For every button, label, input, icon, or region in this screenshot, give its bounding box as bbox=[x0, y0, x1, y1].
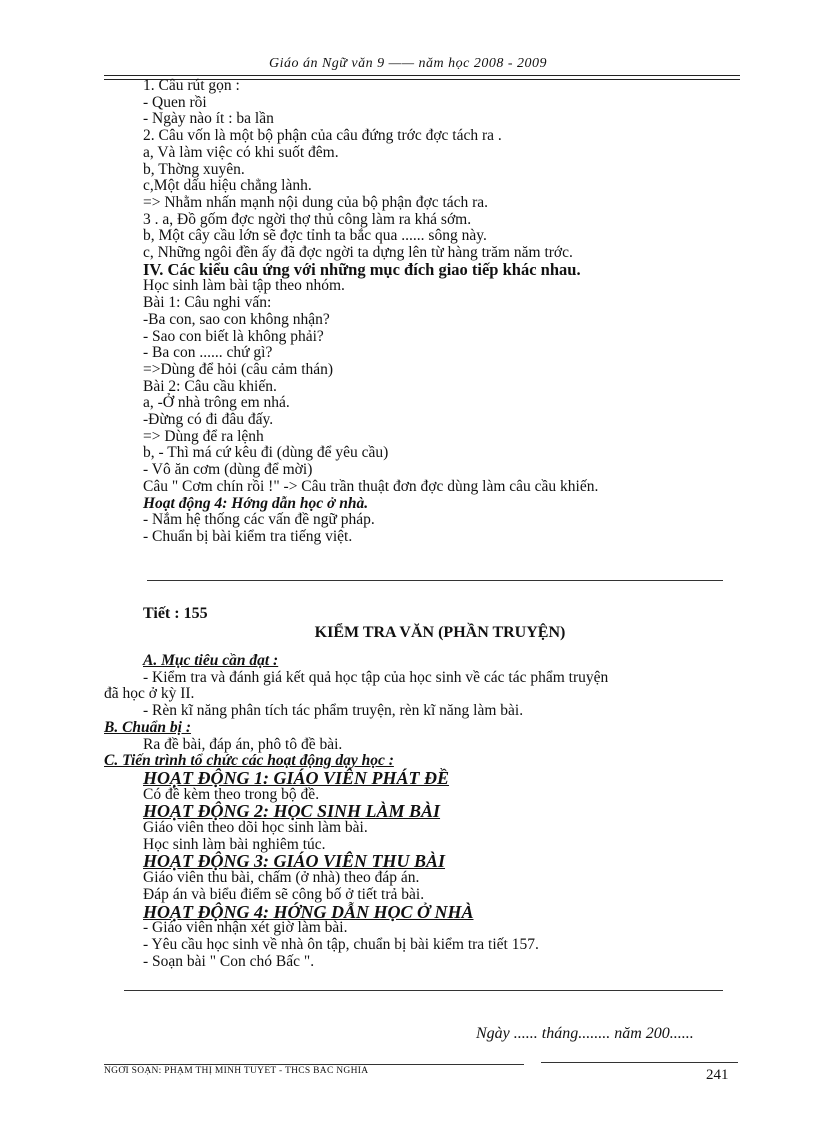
text-line: Đáp án và biểu điểm sẽ công bố ở tiết trả bài. bbox=[143, 885, 425, 903]
date-signature-line: Ngày ...... tháng........ năm 200...... bbox=[476, 1025, 694, 1042]
text-line: - Giáo viên nhận xét giờ làm bài. bbox=[143, 919, 348, 937]
text-line: - Quen rồi bbox=[143, 93, 207, 111]
text-line: - Ba con ...... chứ gì? bbox=[143, 344, 273, 362]
text-line: Bài 1: Câu nghi vấn: bbox=[143, 294, 272, 312]
text-line: Có đề kèm theo trong bộ đề. bbox=[143, 785, 320, 803]
footer-rule-left bbox=[104, 1064, 524, 1065]
header-rule-thick bbox=[104, 75, 740, 76]
text-line: HOẠT ĐỘNG 3: GIÁO VIÊN THU BÀI bbox=[143, 851, 446, 872]
text-line: Giáo viên thu bài, chấm (ở nhà) theo đáp án. bbox=[143, 869, 420, 887]
text-line: Bài 2: Câu cầu khiến. bbox=[143, 377, 277, 395]
footer-rule-right bbox=[541, 1062, 738, 1063]
text-line: 2. Câu vốn là một bộ phận của câu đứng trớc đợc tách ra . bbox=[143, 127, 502, 145]
text-line: a, Và làm việc có khi suốt đêm. bbox=[143, 143, 339, 161]
text-line: 1. Câu rút gọn : bbox=[143, 77, 240, 94]
text-line: Ra đề bài, đáp án, phô tô đề bài. bbox=[143, 735, 343, 753]
lesson-review-section bbox=[143, 78, 743, 546]
text-line: - Vô ăn cơm (dùng để mời) bbox=[143, 461, 313, 479]
lesson-number: Tiết : 155 bbox=[143, 605, 208, 622]
text-line: -Ba con, sao con không nhận? bbox=[143, 310, 330, 328]
text-line: Hoạt động 4: Hớng dẫn học ở nhà. bbox=[143, 494, 369, 512]
text-line: 3 . a, Đồ gốm đợc ngời thợ thủ công làm ra khá sớm. bbox=[143, 210, 472, 228]
text-line: - Rèn kĩ năng phân tích tác phẩm truyện, rèn kĩ năng làm bài. bbox=[143, 702, 524, 720]
text-line: =>Dùng để hỏi (câu cảm thán) bbox=[143, 360, 334, 378]
text-line: HOẠT ĐỘNG 1: GIÁO VIÊN PHÁT ĐỀ bbox=[143, 767, 450, 788]
text-line: b, - Thì má cứ kêu đi (dùng để yêu cầu) bbox=[143, 444, 389, 462]
text-line: HOẠT ĐỘNG 2: HỌC SINH LÀM BÀI bbox=[143, 801, 441, 822]
text-line: - Ngày nào ít : ba lần bbox=[143, 110, 274, 128]
text-line: đã học ở kỳ II. bbox=[104, 685, 195, 703]
text-line: b, Một cây cầu lớn sẽ đợc tỉnh ta bắc qua ...... sông này. bbox=[143, 227, 487, 245]
text-line: - Yêu cầu học sinh về nhà ôn tập, chuẩn bị bài kiểm tra tiết 157. bbox=[143, 935, 539, 953]
page-number: 241 bbox=[706, 1067, 729, 1083]
text-line: A. Mục tiêu cần đạt : bbox=[143, 652, 279, 669]
text-line: -Đừng có đi đâu đấy. bbox=[143, 411, 274, 429]
text-line: - Soạn bài " Con chó Bấc ". bbox=[143, 952, 315, 970]
text-line: Học sinh làm bài tập theo nhóm. bbox=[143, 277, 345, 295]
page-header: Giáo án Ngữ văn 9 —— năm học 2008 - 2009 bbox=[268, 56, 548, 71]
text-line: c, Những ngôi đền ấy đã đợc ngời ta dựng lên từ hàng trăm năm trớc. bbox=[143, 244, 573, 262]
text-line: B. Chuẩn bị : bbox=[104, 718, 192, 736]
text-line: Học sinh làm bài nghiêm túc. bbox=[143, 835, 326, 853]
text-line: => Dùng để ra lệnh bbox=[143, 427, 264, 445]
text-line: Giáo viên theo dõi học sinh làm bài. bbox=[143, 819, 368, 837]
text-line: - Chuẩn bị bài kiểm tra tiếng việt. bbox=[143, 527, 353, 545]
text-line: c,Một dấu hiệu chẳng lành. bbox=[143, 177, 312, 195]
text-line: IV. Các kiểu câu ứng với những mục đích giao tiếp khác nhau. bbox=[143, 259, 581, 279]
text-line: a, -Ở nhà trông em nhá. bbox=[143, 394, 290, 412]
text-line: HOẠT ĐỘNG 4: HỚNG DẪN HỌC Ở NHÀ bbox=[143, 901, 474, 922]
bottom-divider bbox=[124, 990, 723, 991]
text-line: => Nhằm nhấn mạnh nội dung của bộ phận đợc tách ra. bbox=[143, 193, 489, 211]
text-line: - Sao con biết là không phải? bbox=[143, 327, 324, 345]
text-line: - Nắm hệ thống các vấn đề ngữ pháp. bbox=[143, 511, 375, 529]
footer-author: NGỜI SOẠN: PHẠM THỊ MINH TUYẾT - THCS BẮC NGHĨA bbox=[104, 1066, 369, 1075]
text-line: C. Tiến trình tổ chức các hoạt động dạy học : bbox=[104, 752, 394, 770]
text-line: b, Thờng xuyên. bbox=[143, 160, 245, 178]
text-line: Câu " Cơm chín rồi !" -> Câu trần thuật đơn đợc dùng làm câu cầu khiến. bbox=[143, 477, 599, 495]
section-divider bbox=[147, 580, 723, 581]
exam-title: KIỂM TRA VĂN (PHẦN TRUYỆN) bbox=[314, 624, 566, 641]
text-line: - Kiểm tra và đánh giá kết quả học tập của học sinh về các tác phẩm truyện bbox=[143, 668, 609, 686]
exam-plan-section bbox=[104, 653, 744, 970]
